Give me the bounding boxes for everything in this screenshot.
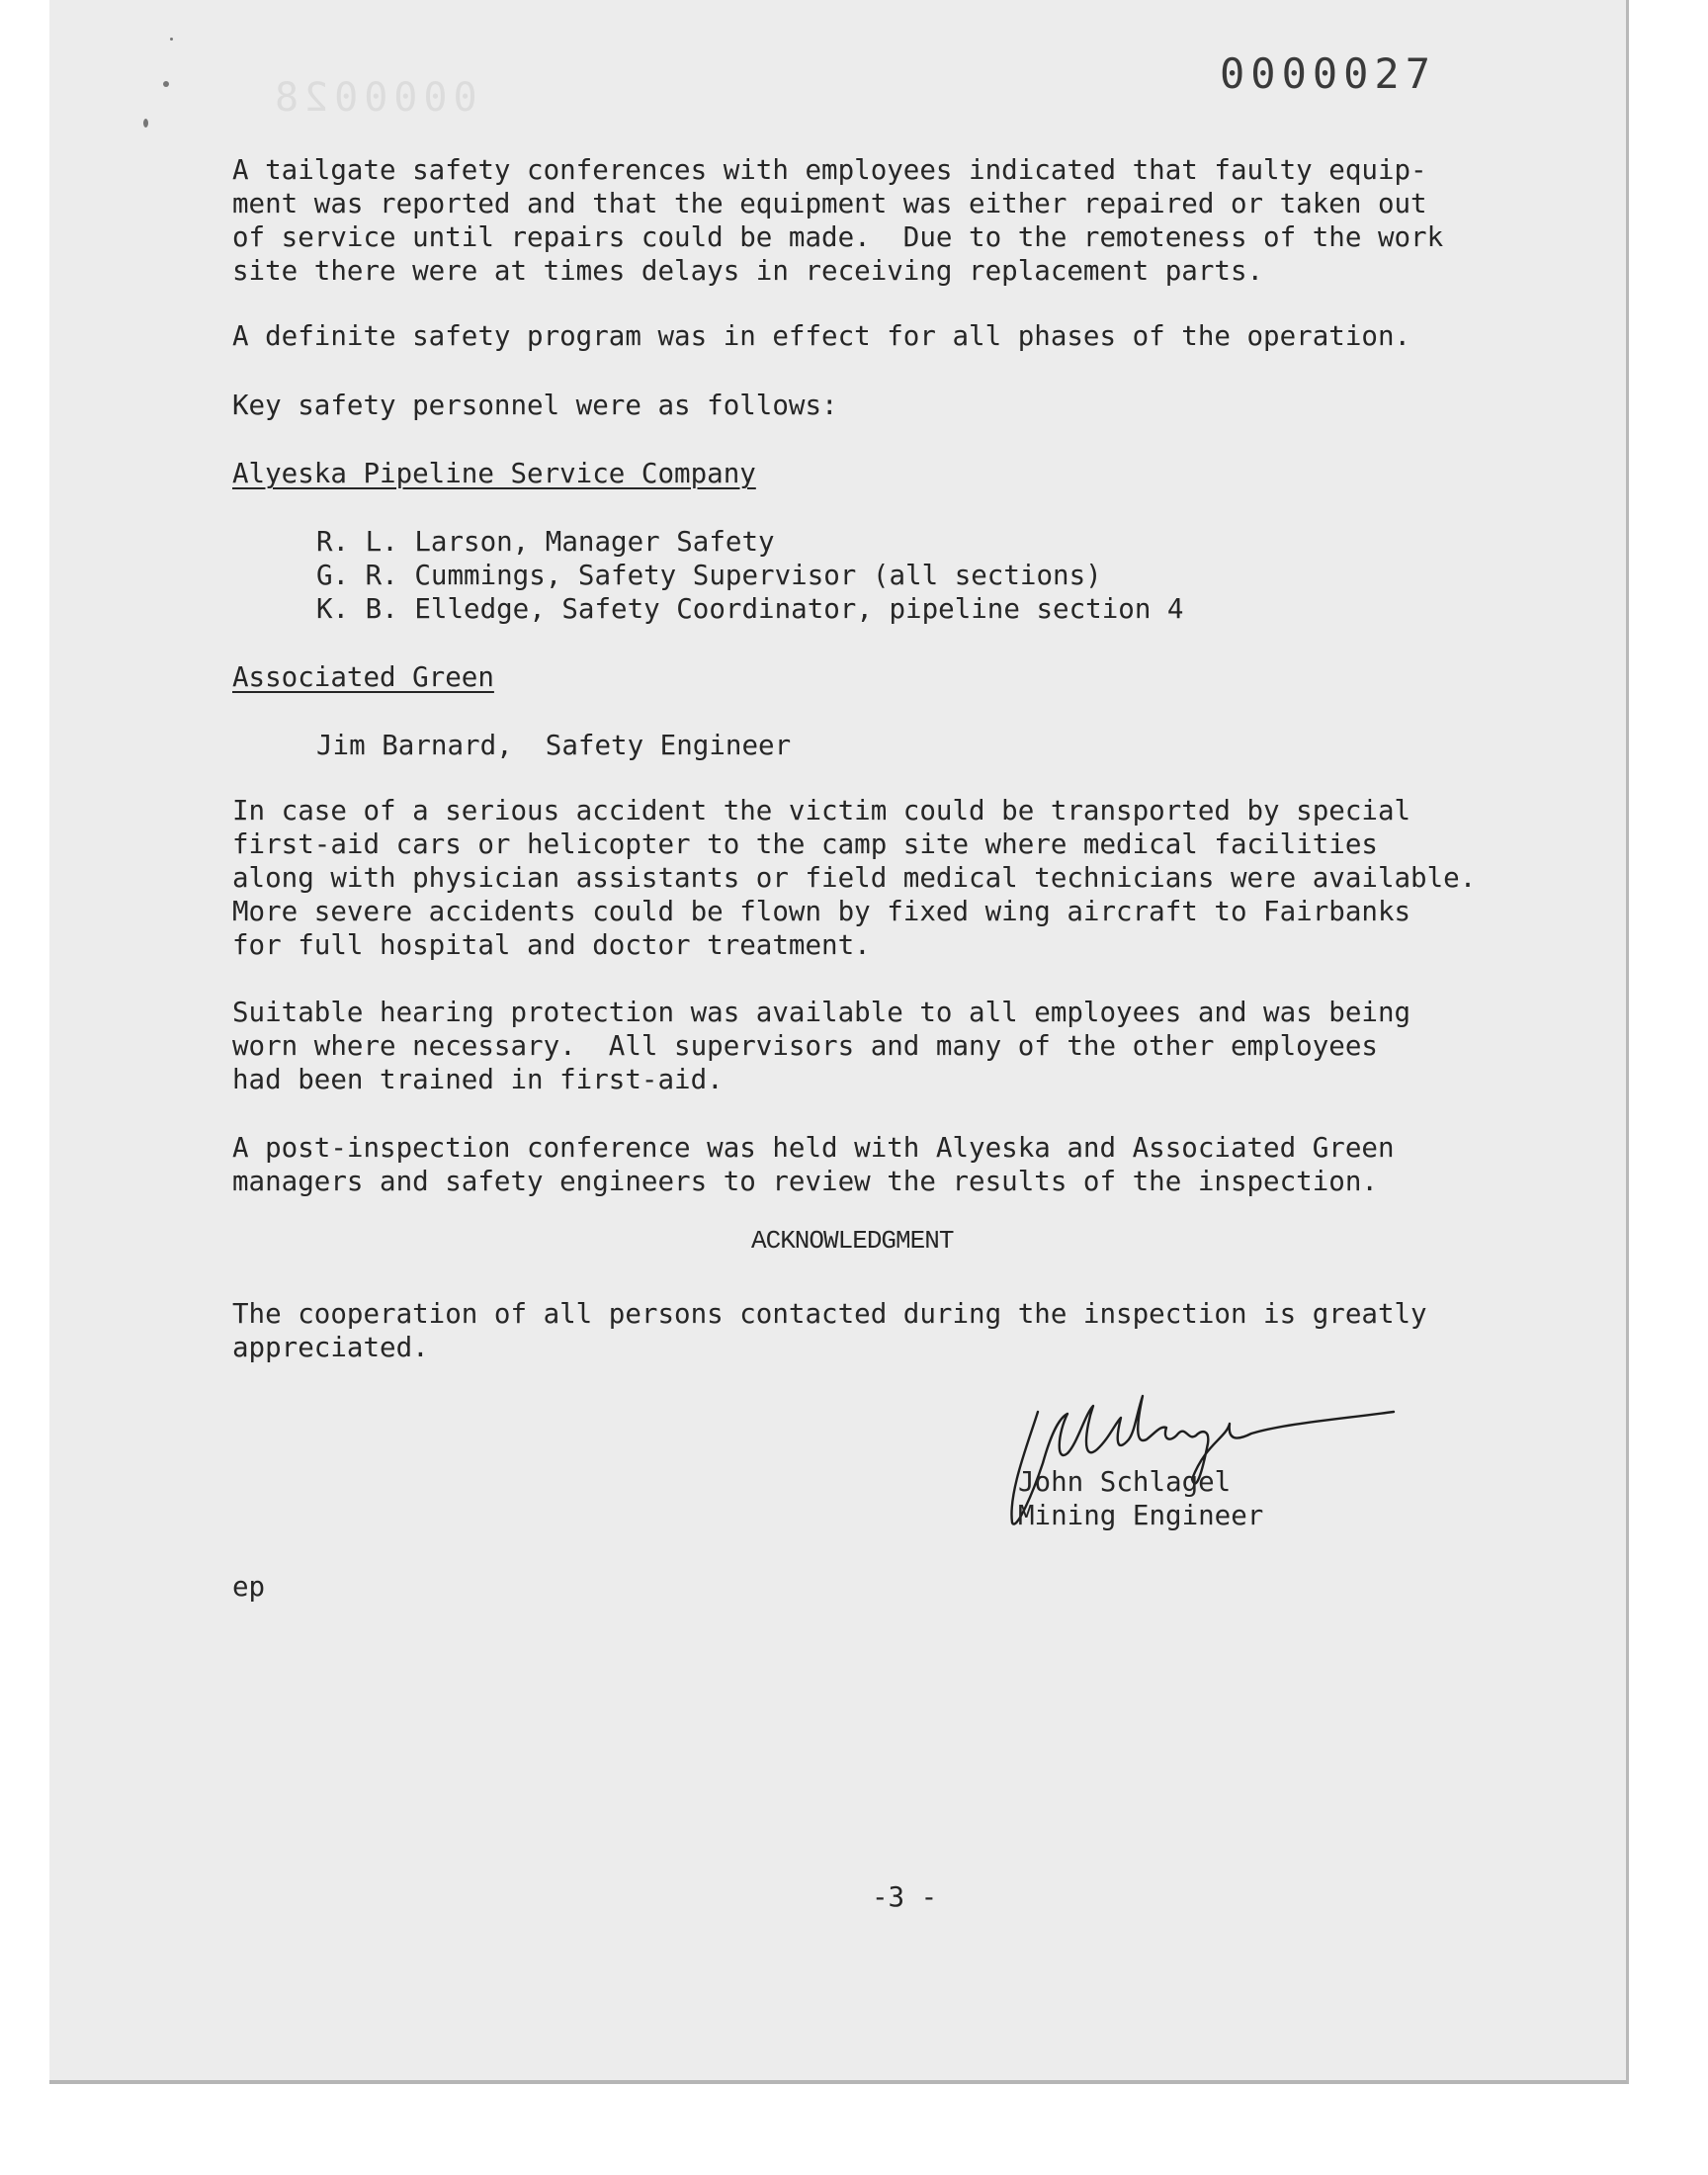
paragraph-cooperation: The cooperation of all persons contacted during the inspection is greatly appreciated. [232, 1298, 1427, 1363]
document-page [49, 0, 1629, 2084]
scan-speck [170, 38, 173, 41]
heading-associated-green: Associated Green [232, 661, 494, 693]
personnel-larson: R. L. Larson, Manager Safety [316, 526, 775, 558]
signatory-name: John Schlagel [1018, 1466, 1232, 1498]
paragraph-hearing-protection: Suitable hearing protection was available to all employees and was being worn where necessary. All supervisors and many of the other employees had been trained in first-aid. [232, 997, 1411, 1095]
page-number: -3 - [872, 1881, 938, 1913]
heading-alyeska: Alyeska Pipeline Service Company [232, 458, 756, 489]
personnel-barnard: Jim Barnard, Safety Engineer [316, 730, 792, 761]
personnel-elledge: K. B. Elledge, Safety Coordinator, pipeline section 4 [316, 593, 1184, 625]
scan-speck [143, 119, 148, 128]
paragraph-safety-program: A definite safety program was in effect for all phases of the operation. [232, 320, 1411, 352]
signatory-title: Mining Engineer [1018, 1500, 1264, 1531]
scan-speck [163, 81, 169, 87]
personnel-cummings: G. R. Cummings, Safety Supervisor (all sections) [316, 560, 1102, 591]
acknowledgment-heading: ACKNOWLEDGMENT [751, 1226, 954, 1256]
ghost-document-number: 0000028 [269, 75, 477, 121]
paragraph-key-personnel: Key safety personnel were as follows: [232, 390, 838, 421]
paragraph-tailgate-conferences: A tailgate safety conferences with employees indicated that faulty equip- ment was reported and that the equipment was either repaired or taken out of service until repairs could be made. Due to the remoteness of the work site there were at times delays in receiving replacement parts. [232, 154, 1444, 287]
document-number: 0000027 [1220, 49, 1437, 98]
typist-initials: ep [232, 1571, 266, 1603]
paragraph-post-inspection: A post-inspection conference was held with Alyeska and Associated Green managers and safety engineers to review the results of the inspection. [232, 1132, 1395, 1197]
paragraph-serious-accident: In case of a serious accident the victim could be transported by special first-aid cars or helicopter to the camp site where medical facilities along with physician assistants or field medical technicians were available. More severe accidents could be flown by fixed wing aircraft to Fairbanks for full hospital and doctor treatment. [232, 795, 1477, 961]
